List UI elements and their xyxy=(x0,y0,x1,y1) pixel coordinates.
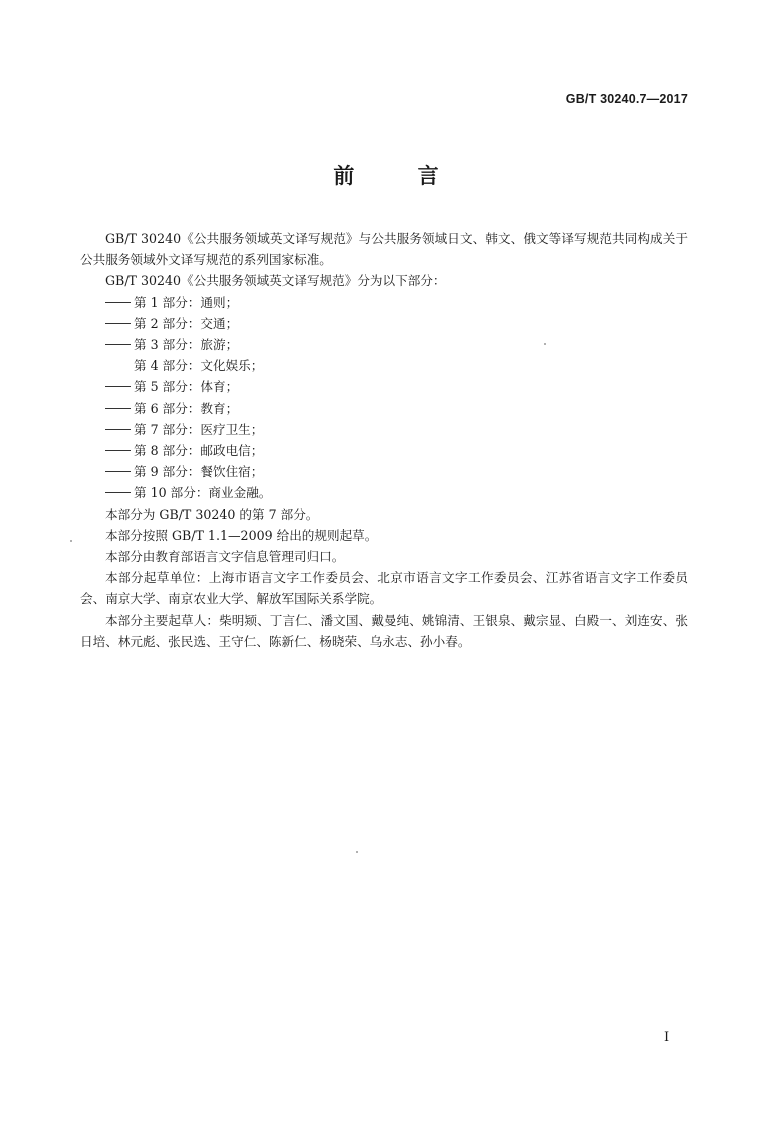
em-dash-mark xyxy=(105,365,131,366)
em-dash-mark xyxy=(105,429,131,430)
page-title: 前 言 xyxy=(333,164,467,188)
em-dash-mark xyxy=(105,302,131,303)
em-dash-mark xyxy=(105,450,131,451)
list-item xyxy=(80,461,688,482)
em-dash-mark xyxy=(105,386,131,387)
parts-list xyxy=(80,292,688,504)
part-label: 第 2 部分：交通； xyxy=(134,315,239,331)
drafting-units-paragraph: 本部分起草单位：上海市语言文字工作委员会、北京市语言文字工作委员会、江苏省语言文字工作委员会、南京大学、南京农业大学、解放军国际关系学院。 xyxy=(80,570,688,607)
em-dash-mark xyxy=(105,344,131,345)
em-dash-mark xyxy=(105,323,131,324)
scan-speck xyxy=(544,343,546,345)
part-label: 第 10 部分：商业金融。 xyxy=(134,485,272,501)
statement-paragraph: 本部分按照 GB/T 1.1—2009 给出的规则起草。 xyxy=(105,527,378,543)
foreword-body xyxy=(80,228,688,652)
part-label: 第 7 部分：医疗卫生； xyxy=(134,421,264,437)
list-item xyxy=(80,419,688,440)
em-dash-mark xyxy=(105,492,131,493)
em-dash-mark xyxy=(105,408,131,409)
list-item xyxy=(80,313,688,334)
part-label: 第 9 部分：餐饮住宿； xyxy=(134,464,264,480)
list-item xyxy=(80,440,688,461)
drafters-paragraph: 本部分主要起草人：柴明颎、丁言仁、潘文国、戴曼纯、姚锦清、王银泉、戴宗显、白殿一、刘连安、张日培、林元彪、张民选、王守仁、陈新仁、杨晓荣、乌永志、孙小春。 xyxy=(80,612,688,649)
part-label: 第 4 部分：文化娱乐； xyxy=(134,358,264,374)
list-item xyxy=(80,482,688,503)
scan-speck xyxy=(356,851,358,853)
list-item xyxy=(80,334,688,355)
part-label: 第 6 部分：教育； xyxy=(134,400,239,416)
em-dash-mark xyxy=(105,471,131,472)
standard-code: GB/T 30240.7—2017 xyxy=(565,92,688,106)
list-item xyxy=(80,292,688,313)
part-label: 第 5 部分：体育； xyxy=(134,379,239,395)
list-item xyxy=(80,355,688,376)
intro-paragraph: GB/T 30240《公共服务领域英文译写规范》与公共服务领域日文、韩文、俄文等译写规范共同构成关于公共服务领域外文译写规范的系列国家标准。 xyxy=(80,231,688,268)
list-item xyxy=(80,398,688,419)
list-item xyxy=(80,376,688,397)
page-number: I xyxy=(664,1030,670,1045)
statement-paragraph: 本部分由教育部语言文字信息管理司归口。 xyxy=(105,549,345,565)
part-label: 第 8 部分：邮政电信； xyxy=(134,443,264,459)
part-label: 第 1 部分：通则； xyxy=(134,294,239,310)
intro-paragraph: GB/T 30240《公共服务领域英文译写规范》分为以下部分： xyxy=(105,273,446,289)
scan-speck xyxy=(70,540,72,542)
statement-paragraph: 本部分为 GB/T 30240 的第 7 部分。 xyxy=(105,506,319,522)
part-label: 第 3 部分：旅游； xyxy=(134,337,239,353)
